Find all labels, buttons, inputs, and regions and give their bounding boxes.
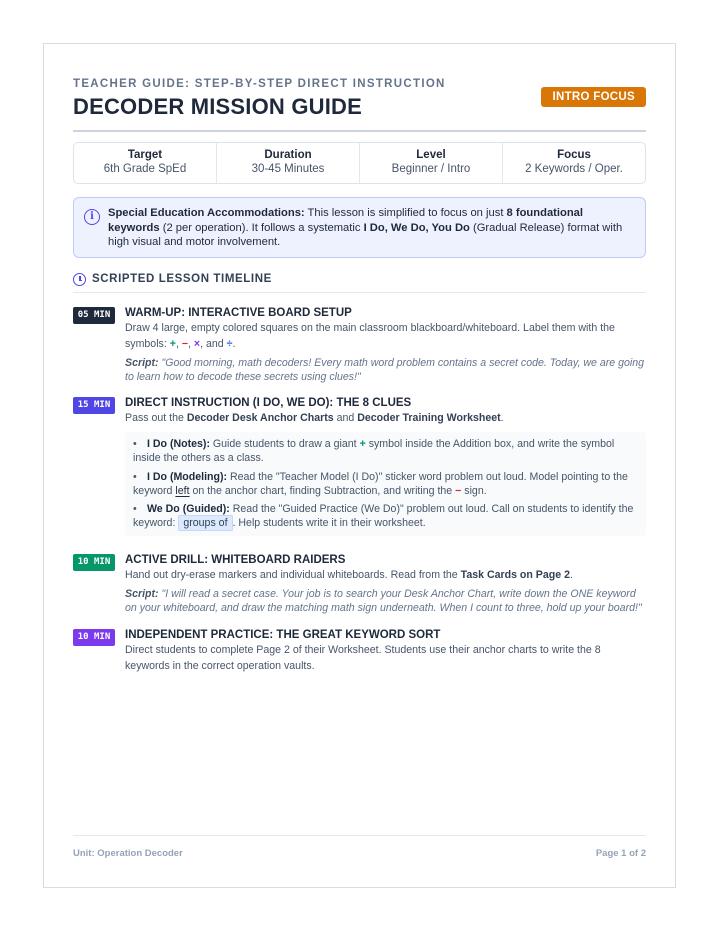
info-icon: i — [84, 209, 100, 225]
item-text: sign. — [461, 484, 487, 497]
step-text — [125, 567, 646, 583]
item-text: Read the "Guided Practice (We Do)" problem out loud. Call on students to identify the keyword: — [133, 503, 634, 529]
item-label: I Do (Notes): — [147, 438, 210, 450]
text: and — [333, 412, 358, 424]
time-tag: 10 MIN — [73, 554, 115, 571]
step-heading: WARM-UP: INTERACTIVE BOARD SETUP — [125, 307, 352, 319]
step-text — [125, 320, 646, 352]
step-content — [125, 553, 646, 615]
step-text-body: Draw 4 large, empty colored squares on the main classroom blackboard/whiteboard. Label them with the symbols: — [125, 322, 615, 350]
meta-label: Duration — [264, 149, 312, 161]
item-label: I Do (Modeling): — [147, 470, 228, 483]
meta-label: Level — [416, 149, 446, 161]
plus-symbol: + — [359, 438, 366, 450]
note-text-1: This lesson is simplified to focus on just — [304, 207, 507, 219]
keyword-highlight: left — [175, 484, 190, 497]
script-text: "Good morning, math decoders! Every math word problem contains a secret code. Today, we are going to learn how to decode these secrets using clues!" — [125, 357, 645, 383]
accommodations-callout — [73, 197, 646, 258]
step-content — [125, 396, 646, 536]
script-label: Script: — [125, 588, 159, 600]
keyword-chip: groups of — [178, 515, 232, 531]
note-text-2: (2 per operation). It follows a systematic — [159, 221, 364, 234]
minus-symbol: − — [455, 484, 462, 497]
item-text: on the anchor chart, finding Subtraction, and writing the — [189, 484, 456, 497]
bold-text: Task Cards on Page 2 — [460, 569, 570, 581]
list-item — [133, 437, 638, 465]
step-text — [125, 410, 646, 426]
minus-symbol: − — [181, 338, 189, 350]
text: Hand out dry-erase markers and individual whiteboards. Read from the — [125, 569, 461, 581]
time-tag: 15 MIN — [73, 397, 115, 414]
page-inner — [73, 44, 646, 887]
header-divider — [73, 130, 646, 132]
item-text: symbol inside the Addition box, and write the symbol inside the others as a class. — [133, 438, 615, 464]
bold-text: Decoder Desk Anchor Charts — [186, 412, 334, 424]
instruction-list — [125, 432, 646, 536]
note-bold-2: I Do, We Do, You Do — [363, 221, 470, 234]
text: Pass out the — [125, 412, 187, 424]
meta-level — [360, 143, 503, 183]
list-item — [133, 470, 638, 498]
document-page — [43, 43, 676, 888]
bullet: • — [133, 470, 137, 483]
divide-symbol: ÷ — [226, 338, 233, 350]
accommodations-text — [108, 206, 635, 250]
separator: , — [188, 338, 194, 350]
bold-text: Decoder Training Worksheet — [357, 412, 501, 424]
step-heading: DIRECT INSTRUCTION (I DO, WE DO): THE 8 CLUES — [125, 397, 412, 409]
meta-label: Target — [127, 149, 163, 161]
item-text: Read the "Teacher Model (I Do)" sticker word problem out loud. Model pointing to the keyword — [133, 470, 628, 497]
meta-value: 30-45 Minutes — [251, 163, 325, 175]
script-text: "I will read a secret case. Your job is to search your Desk Anchor Chart, write down the ONE keyword on your whiteboard, and draw the matching math sign underneath. When I count to three, hold up your board!" — [125, 588, 642, 614]
lesson-meta-bar — [73, 142, 646, 184]
footer-page-number: Page 1 of 2 — [595, 848, 646, 859]
note-bold-1: 8 foundational keywords — [108, 207, 583, 234]
meta-duration — [217, 143, 360, 183]
times-symbol: × — [193, 338, 201, 350]
step-content — [125, 306, 646, 384]
bullet: • — [133, 503, 137, 515]
meta-value: Beginner / Intro — [391, 163, 471, 175]
timeline-section-header — [73, 272, 646, 293]
clock-icon — [73, 273, 86, 286]
step-text: Direct students to complete Page 2 of their Worksheet. Students use their anchor charts to write the 8 keywords in the correct operation vaults. — [125, 644, 601, 672]
list-item — [133, 502, 638, 530]
step-content — [125, 628, 646, 674]
meta-target — [74, 143, 217, 183]
time-tag: 05 MIN — [73, 307, 115, 324]
text: . — [500, 412, 504, 424]
step-heading: INDEPENDENT PRACTICE: THE GREAT KEYWORD SORT — [125, 629, 441, 641]
meta-value: 2 Keywords / Oper. — [525, 163, 623, 175]
note-label: Special Education Accommodations: — [108, 207, 305, 219]
focus-badge: INTRO FOCUS — [541, 87, 646, 107]
plus-symbol: + — [169, 338, 176, 350]
separator: , and — [200, 338, 227, 350]
note-text-3: (Gradual Release) format with high visual and motor involvement. — [108, 221, 623, 248]
bullet: • — [133, 438, 137, 450]
footer-unit: Unit: Operation Decoder — [73, 848, 183, 859]
page-kicker: TEACHER GUIDE: STEP-BY-STEP DIRECT INSTRUCTION — [73, 78, 446, 90]
footer-divider — [73, 835, 646, 836]
step-heading: ACTIVE DRILL: WHITEBOARD RAIDERS — [125, 554, 346, 566]
step-script — [125, 356, 646, 384]
item-text: . Help students write it in their worksheet. — [232, 517, 426, 529]
script-label: Script: — [125, 357, 159, 369]
meta-value: 6th Grade SpEd — [103, 163, 187, 175]
timeline-title: SCRIPTED LESSON TIMELINE — [92, 273, 272, 285]
meta-focus — [503, 143, 645, 183]
text: . — [569, 569, 573, 581]
page-title: DECODER MISSION GUIDE — [73, 94, 363, 119]
meta-label: Focus — [557, 149, 591, 161]
item-label: We Do (Guided): — [147, 503, 230, 515]
separator: , — [175, 338, 182, 350]
sentence-end: . — [232, 338, 236, 350]
item-text: Guide students to draw a giant — [209, 438, 360, 450]
step-script — [125, 587, 646, 615]
time-tag: 10 MIN — [73, 629, 115, 646]
